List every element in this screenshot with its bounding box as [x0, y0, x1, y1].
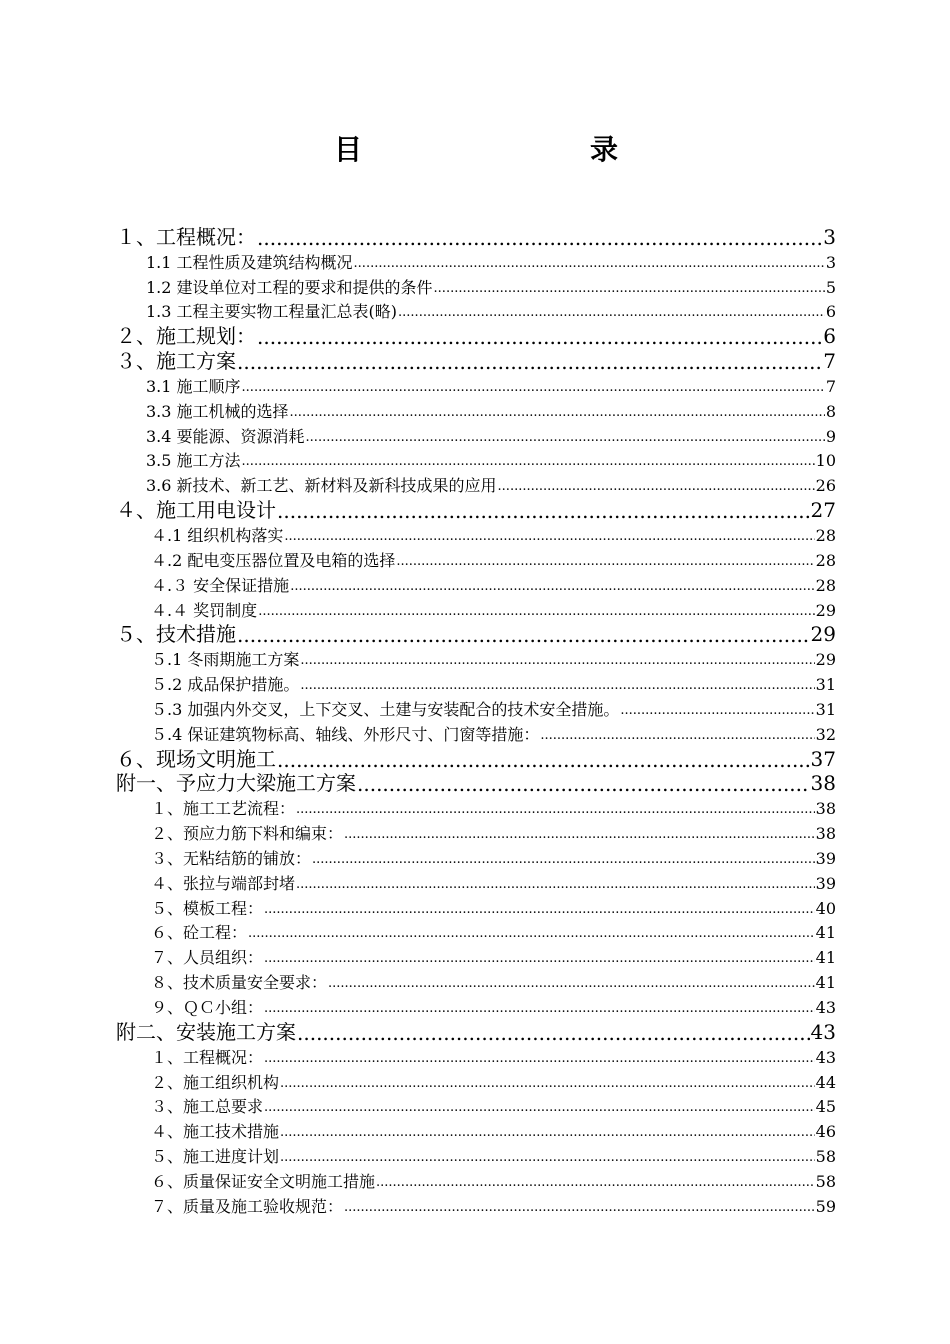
toc-entry-label: 1.3 工程主要实物工程量汇总表(略)	[146, 302, 398, 322]
toc-entry-subsection[interactable]	[146, 299, 836, 324]
toc-page-number: 45	[815, 1097, 836, 1117]
toc-entry-label: 3.1 施工顺序	[146, 376, 241, 396]
toc-dot-leader	[258, 600, 814, 622]
toc-page-number: 58	[815, 1147, 836, 1167]
toc-entry-label: ３、无粘结筋的铺放：	[151, 848, 312, 868]
toc-page-number: 6	[823, 324, 836, 349]
toc-entry-label: ６、质量保证安全文明施工措施	[151, 1171, 376, 1191]
toc-dot-leader	[620, 699, 814, 721]
toc-dot-leader	[290, 575, 814, 597]
toc-page-number: 29	[815, 600, 836, 620]
toc-page-number: 43	[815, 1047, 836, 1067]
toc-entry-label: 3.6 新技术、新工艺、新材料及新科技成果的应用	[146, 476, 497, 496]
toc-entry-section[interactable]	[116, 771, 836, 796]
toc-entry-label: ２、施工组织机构	[151, 1072, 280, 1092]
toc-dot-leader	[237, 349, 822, 373]
toc-entry-label: ８、技术质量安全要求：	[151, 973, 328, 993]
toc-dot-leader	[312, 848, 815, 870]
toc-dot-leader	[296, 873, 815, 895]
toc-entry-label: ６、现场文明施工	[116, 746, 276, 771]
toc-entry-label: ５、技术措施	[116, 622, 236, 647]
toc-dot-leader	[284, 525, 814, 547]
toc-page-number: 44	[815, 1072, 836, 1092]
toc-page-number: 43	[810, 1019, 836, 1044]
toc-page-number: 27	[810, 498, 836, 523]
toc-entry-subsection[interactable]	[151, 1094, 836, 1119]
toc-page-number: 28	[815, 525, 836, 545]
toc-entry-label: ４.３ 安全保证措施	[151, 575, 290, 595]
toc-page-number: 5	[825, 277, 836, 297]
toc-entry-subsection[interactable]	[151, 1044, 836, 1069]
toc-entry-label: ４、张拉与端部封堵	[151, 873, 296, 893]
toc-entry-subsection[interactable]	[151, 572, 836, 597]
toc-page-number: 46	[815, 1122, 836, 1142]
toc-entry-subsection[interactable]	[151, 795, 836, 820]
toc-dot-leader	[280, 1146, 815, 1168]
toc-title-char-1: 目	[334, 133, 363, 166]
toc-page-number: 39	[815, 873, 836, 893]
toc-dot-leader	[242, 450, 815, 472]
toc-entry-subsection[interactable]	[151, 522, 836, 547]
toc-entry-subsection[interactable]	[151, 895, 836, 920]
toc-entry-section[interactable]	[116, 746, 836, 771]
toc-page-number: 40	[815, 898, 836, 918]
toc-entry-subsection[interactable]	[151, 820, 836, 845]
toc-entry-label: ５.2 成品保护措施。	[151, 675, 300, 695]
toc-dot-leader	[540, 724, 814, 746]
toc-entry-label: ５、模板工程：	[151, 898, 264, 918]
toc-page-number: 32	[815, 724, 836, 744]
toc-page-number: 8	[825, 401, 836, 421]
toc-entry-label: ４.1 组织机构落实	[151, 525, 284, 545]
toc-dot-leader	[237, 622, 810, 646]
toc-entry-subsection[interactable]	[151, 845, 836, 870]
toc-entry-subsection[interactable]	[151, 646, 836, 671]
toc-entry-subsection[interactable]	[146, 373, 836, 398]
toc-entry-subsection[interactable]	[151, 696, 836, 721]
toc-page-number: 29	[810, 622, 836, 647]
toc-entry-label: ９、ＱＣ小组：	[151, 998, 264, 1017]
toc-entry-subsection[interactable]	[146, 398, 836, 423]
toc-entry-subsection[interactable]	[146, 448, 836, 473]
toc-entry-label: 附一、予应力大梁施工方案	[116, 771, 356, 796]
toc-dot-leader	[277, 498, 810, 522]
toc-entry-label: 附二、安装施工方案	[116, 1019, 296, 1044]
toc-dot-leader	[344, 1196, 815, 1218]
toc-entry-label: ５、施工进度计划	[151, 1147, 280, 1167]
toc-dot-leader	[354, 252, 825, 274]
toc-dot-leader	[300, 674, 814, 696]
toc-page-number: 38	[815, 799, 836, 819]
toc-entry-subsection[interactable]	[151, 597, 836, 622]
toc-entry-label: ３、施工方案	[116, 349, 236, 374]
toc-dot-leader	[376, 1171, 815, 1193]
toc-entry-subsection[interactable]	[151, 547, 836, 572]
toc-dot-leader	[248, 922, 815, 944]
toc-entry-label: 3.5 施工方法	[146, 451, 241, 471]
toc-dot-leader	[357, 771, 810, 795]
toc-entry-label: ５.3 加强内外交叉，上下交叉、土建与安装配合的技术安全措施。	[151, 699, 620, 719]
toc-page-number: 29	[815, 650, 836, 670]
toc-page-number: 37	[810, 746, 836, 771]
toc-page-number: 41	[815, 973, 836, 993]
toc-entry-label: 3.4 要能源、资源消耗	[146, 426, 305, 446]
toc-entry-section[interactable]	[116, 497, 836, 522]
toc-page-number: 9	[825, 426, 836, 446]
toc-entry-subsection[interactable]	[151, 1143, 836, 1168]
toc-dot-leader	[257, 324, 822, 348]
toc-entry-label: １、工程概况：	[151, 1047, 264, 1067]
toc-dot-leader	[396, 550, 814, 572]
toc-entry-subsection[interactable]	[151, 969, 836, 994]
toc-dot-leader	[280, 1072, 815, 1094]
toc-page-number: 41	[815, 923, 836, 943]
toc-dot-leader	[264, 997, 815, 1019]
toc-entry-label: ５.1 冬雨期施工方案	[151, 650, 300, 670]
toc-page-number: 7	[823, 349, 836, 374]
toc-dot-leader	[398, 301, 825, 323]
toc-entry-subsection[interactable]	[146, 472, 836, 497]
toc-entry-label: ６、砼工程：	[151, 923, 248, 943]
toc-entry-subsection[interactable]	[151, 1118, 836, 1143]
toc-entry-subsection[interactable]	[146, 423, 836, 448]
toc-entry-subsection[interactable]	[151, 721, 836, 746]
toc-page-number: 6	[825, 302, 836, 322]
toc-entry-subsection[interactable]	[146, 249, 836, 274]
toc-page-number: 10	[815, 451, 836, 471]
toc-dot-leader	[434, 277, 825, 299]
toc-entry-subsection[interactable]	[151, 671, 836, 696]
toc-entry-label: １、施工工艺流程：	[151, 799, 296, 819]
toc-dot-leader	[290, 401, 825, 423]
toc-dot-leader	[300, 649, 814, 671]
toc-entry-subsection[interactable]	[151, 1168, 836, 1193]
toc-page-number: 41	[815, 948, 836, 968]
toc-entry-subsection[interactable]	[151, 920, 836, 945]
toc-dot-leader	[306, 426, 825, 448]
toc-dot-leader	[344, 823, 815, 845]
toc-page-number: 26	[815, 476, 836, 496]
toc-title	[0, 128, 950, 172]
toc-page-number: 28	[815, 575, 836, 595]
toc-dot-leader	[498, 475, 815, 497]
toc-entry-section[interactable]	[116, 1019, 836, 1044]
toc-entry-section[interactable]	[116, 323, 836, 348]
toc-entry-label: 3.3 施工机械的选择	[146, 401, 289, 421]
toc-entry-label: １、工程概况：	[116, 224, 256, 249]
toc-entry-label: ７、人员组织：	[151, 948, 264, 968]
toc-entry-label: ５.4 保证建筑物标高、轴线、外形尺寸、门窗等措施：	[151, 724, 540, 744]
toc-entry-label: ４、施工用电设计	[116, 498, 276, 523]
toc-page-number: 3	[823, 224, 836, 249]
toc-dot-leader	[277, 747, 810, 771]
toc-dot-leader	[328, 972, 815, 994]
toc-dot-leader	[264, 1047, 815, 1069]
toc-entry-label: ４.４ 奖罚制度	[151, 600, 258, 620]
toc-page-number: 3	[825, 252, 836, 272]
toc-entry-subsection[interactable]	[151, 994, 836, 1019]
toc-page-number: 28	[815, 550, 836, 570]
toc-page-number: 59	[815, 1196, 836, 1216]
toc-page-number: 31	[815, 699, 836, 719]
toc-dot-leader	[264, 947, 815, 969]
toc-entry-section[interactable]	[116, 348, 836, 373]
toc-page-number: 43	[815, 998, 836, 1017]
toc-entry-label: ４.2 配电变压器位置及电箱的选择	[151, 550, 396, 570]
toc-dot-leader	[264, 898, 815, 920]
toc-title-char-2: 录	[590, 133, 619, 166]
toc-page-number: 38	[810, 771, 836, 796]
toc-page-number: 38	[815, 824, 836, 844]
toc-entry-section[interactable]	[116, 224, 836, 249]
toc-dot-leader	[242, 376, 825, 398]
toc-page-number: 39	[815, 848, 836, 868]
toc-dot-leader	[296, 798, 815, 820]
toc-dot-leader	[257, 225, 822, 249]
toc-page-number: 58	[815, 1171, 836, 1191]
toc-entry-subsection[interactable]	[151, 1193, 836, 1218]
toc-dot-leader	[297, 1020, 810, 1044]
toc-entry-label: ３、施工总要求	[151, 1097, 264, 1117]
toc-entry-label: 1.1 工程性质及建筑结构概况	[146, 252, 353, 272]
toc-entry-subsection[interactable]	[151, 870, 836, 895]
toc-entry-label: ２、施工规划：	[116, 324, 256, 349]
toc-entry-label: ４、施工技术措施	[151, 1122, 280, 1142]
toc-page-number: 31	[815, 675, 836, 695]
toc-entry-subsection[interactable]	[151, 1069, 836, 1094]
toc-entry-section[interactable]	[116, 622, 836, 647]
toc-entry-subsection[interactable]	[146, 274, 836, 299]
toc-dot-leader	[280, 1121, 815, 1143]
toc-page-number: 7	[825, 376, 836, 396]
toc-entry-label: 1.2 建设单位对工程的要求和提供的条件	[146, 277, 433, 297]
toc-entry-label: ７、质量及施工验收规范：	[151, 1196, 344, 1216]
table-of-contents	[0, 224, 950, 1218]
toc-dot-leader	[264, 1096, 815, 1118]
toc-entry-label: ２、预应力筋下料和编束：	[151, 824, 344, 844]
toc-entry-subsection[interactable]	[151, 944, 836, 969]
